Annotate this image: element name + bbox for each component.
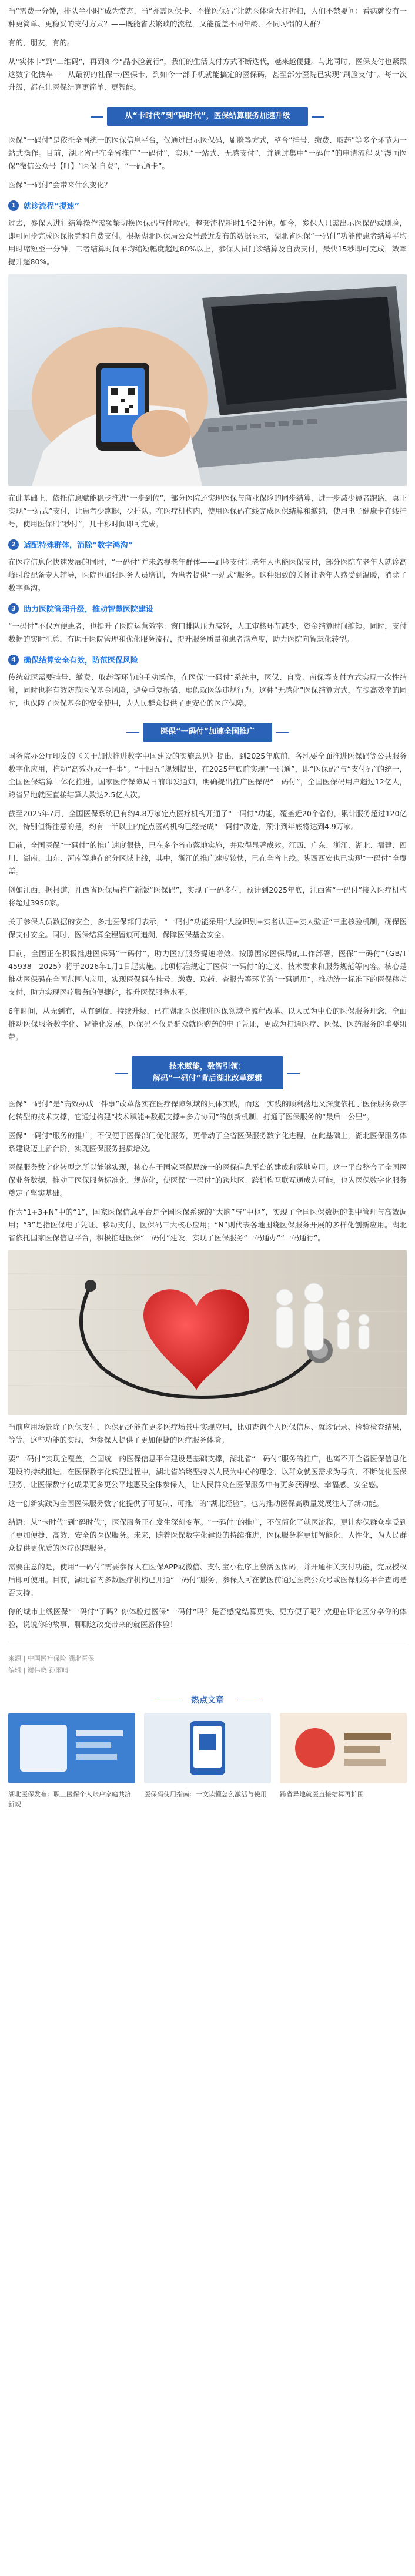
section-2-paragraph-5: 关于参保人员数据的安全，多地医保部门表示，“一码付”功能采用“人脸识别+实名认证+实人验证”三重核验机制，确保医保支付安全。同时，医保结算全程留痕可追溯，保障医保基金安全。 (8, 917, 407, 939)
hot-article-card[interactable] (280, 1713, 407, 1809)
payment-photo (8, 274, 407, 486)
subheading-1 (8, 200, 407, 211)
heart-family-photo (8, 1250, 407, 1415)
intro-paragraph-2: 有的，朋友，有的。 (8, 38, 75, 47)
section-1-paragraph-1: 医保“一码付”是依托全国统一的医保信息平台，仅通过出示医保码，刷脸等方式，整合“挂号、缴费、取药”等多个环节为一站式操作。目前，湖北省已在全省推广“一码付”，实现“一站式、无感支付”，并通过集中“一码付”的申请流程以“漫画医保”微信公众号【叮】“医保·自费”，“一码通卡”。 (8, 136, 407, 170)
subheading-3 (8, 603, 407, 614)
section-3-paragraph-8: 结语：从“卡时代”到“码时代”，医保服务正在发生深刻变革。“一码付”的推广，不仅简化了就医流程，更让参保群众享受到了更加便捷、高效、安全的医保服务。未来，随着医保数字化建设的持续推进，医保服务将更加智能化、人性化，为人民群众提供更优质的医疗保障服务。 (8, 1518, 407, 1552)
section-2-paragraph-7: 6年时间，从无到有，从有到优，持续升级，已在湖北医保推进医保领域全流程改革、以人民为中心的医保服务理念，全面推动医保服务数字化、智能化发展。医保码不仅是群众就医购药的电子凭证，更成为打通医疗、医保、医药服务的重要纽带。 (8, 1007, 407, 1041)
section-2-paragraph-2: 截至2025年7月，全国医保系统已有约4.8万家定点医疗机构开通了“一码付”功能，覆盖近20个省份，累计服务超过120亿次，特别值得注意的是，约有一半以上的定点医药机构已经完成“一码付”改造，预计到年底将达到4.9万家。 (8, 809, 407, 831)
subheading-1-text: 就诊流程“提速” (24, 202, 80, 211)
section-3-paragraph-10: 你的城市上线医保“一码付”了吗？你体验过医保“一码付”吗？是否感觉结算更快、更方便了呢？欢迎在评论区分享你的体验，说说你的故事，聊聊这改变带来的就医新体验！ (8, 1607, 407, 1629)
section-3-banner (8, 1056, 407, 1089)
hot-article-card[interactable] (8, 1713, 135, 1809)
heart-family-illustration (8, 1250, 407, 1415)
hot-article-caption: 跨省异地就医直接结算再扩围 (280, 1790, 364, 1798)
subheading-3-paragraph: “一码付”不仅方便患者，也提升了医院运营效率：窗口排队压力减轻，人工审核环节减少，资金结算时间缩短。同时，支付数据的实时汇总，有助于医院管理和优化服务流程，提升服务质量和患者满意度，助力医院向智慧化转型。 (8, 622, 407, 643)
hot-article-thumbnail (8, 1713, 135, 1783)
section-2-banner (8, 723, 407, 742)
hot-article-caption: 医保码使用指南：一文读懂怎么激活与使用 (144, 1790, 267, 1798)
hot-articles-title: 热点文章 (183, 1694, 232, 1706)
article-content (0, 5, 415, 1820)
article-footer (8, 1653, 407, 1676)
subheading-4-text: 确保结算安全有效，防范医保风险 (24, 656, 139, 665)
subheading-4-number: 4 (8, 655, 19, 665)
section-1-paragraph-3: 在此基础上，依托信息赋能稳步推进“一步到位”，部分医院还实现医保与商业保险的同步结算，进一步减少患者跑路，真正实现“一站式”支付，让患者少跑腿，少排队。在医疗机构内，使用医保码在线完成医保结算和缴纳，使用电子健康卡在线挂号，使用医保码“秒付”，几十秒时间即可完成。 (8, 494, 407, 528)
subheading-1-number: 1 (8, 200, 19, 211)
intro-paragraph-1: 当“需费一分钟，排队半小时”成为常态，当“亦需医保卡、不懂医保码”让就医体验大打折扣，人们不禁要问：看病就没有一种更简单、更稳妥的支付方式？——既能省去繁琐的流程，又能覆盖不同年龄、不同习惯的人群？ (8, 6, 407, 28)
section-3-title-line-1: 技术赋能，数智引领： (169, 1062, 246, 1071)
subheading-2-text: 适配特殊群体，消除“数字鸿沟” (24, 541, 133, 550)
subheading-3-text: 助力医院管理升级，推动智慧医院建设 (24, 605, 154, 614)
section-3-paragraph-4: 作为“1+3+N”中的“1”，国家医保信息平台是全国医保系统的“大脑”与“中枢”，实现了全国医保数据的集中管理与高效调用；“3”是指医保电子凭证、移动支付、医保码三大核心应用；“N”则代表各地围绕医保服务开展的多样化创新应用。湖北省依托国家医保信息平台，积极推进医保“一码付”建设，实现了医保服务“一码通办”“一码通行”。 (8, 1208, 407, 1242)
subheading-4-paragraph: 传统就医需要挂号、缴费、取药等环节的手动操作，在医保“一码付”系统中，医保、自费、商保等支付方式实现一次性结算，同时也将有效防范医保基金风险，避免重复报销、虚假就医等违规行为。这种“无感化”医保结算方式，在提高效率的同时，也保障了医保基金的安全使用，为人民群众提供了更安心的医疗保障。 (8, 673, 407, 707)
hot-article-thumbnail (280, 1713, 407, 1783)
section-3-title (132, 1056, 283, 1089)
section-3-paragraph-5: 当前应用场景除了医保支付，医保码还能在更多医疗场景中实现应用，比如查询个人医保信息、就诊记录、检验检查结果，等等。这些功能的实现，为参保人提供了更加便捷的医疗服务体验。 (8, 1423, 407, 1444)
section-1-title: 从“卡时代”到“码时代”，医保结算服务加速升级 (107, 107, 307, 126)
subheading-2-paragraph: 在医疗信息化快速发展的同时，“一码付”并未忽视老年群体——刷脸支付让老年人也能医保支付，部分医院在老年人就诊高峰时段配备专人辅导，医院也加强医务人员培训，为患者提供“一站式”服务。这种细致的关怀让老年人感受到温暖，消除了数字鸿沟。 (8, 558, 407, 592)
section-2-paragraph-1: 国务院办公厅印发的《关于加快推进数字中国建设的实施意见》提出，到2025年底前，各地要全面推进医保码等公共服务数字化应用，推动“高效办成一件事”。“十四五”规划提出，在2025年底前实现“一码通”，即“医保码”与“支付码”的统一，全国医保结算一体化推进。国家医疗保障局日前印发通知，明确提出推广医保码“一码付”，全国医保码用户超过12亿人，跨省异地就医直接结算人数达2.5亿人次。 (8, 752, 407, 799)
payment-photo-illustration (8, 274, 407, 486)
section-3-title-line-2: 解码“一码付”背后湖北改革逻辑 (152, 1074, 263, 1083)
section-3-paragraph-7: 这一创新实践为全国医保服务数字化提供了可复制、可推广的“湖北经验”，也为推动医保高质量发展注入了新动能。 (8, 1499, 383, 1508)
section-3-paragraph-2: 医保“一码付”服务的推广，不仅便于医保部门优化服务，更带动了全省医保服务数字化进程，在此基础上，湖北医保服务体系建设迈上新台阶，实现医保服务提质增效。 (8, 1131, 407, 1153)
section-3-paragraph-3: 医保服务数字化转型之所以能够实现，核心在于国家医保局统一的医保信息平台的建成和落地应用。这一平台整合了全国医保业务数据，推动了医保服务标准化、规范化，使医保“一码付”的跨地区、跨机构互联互通成为可能，也为医保数字化服务奠定了坚实基础。 (8, 1163, 407, 1198)
subheading-2-number: 2 (8, 539, 19, 550)
intro-paragraph-3: 从“实体卡”到“二维码”，再到如今“晶小脸就行”，我们的生活支付方式不断迭代，越来越便捷。与此同时，医保支付也紧跟这数字化快车——从最初的社保卡/医保卡，到如今一部手机就能搞定的医保码，甚至部分医院已实现“刷脸支付”。每一次升级，都在让医保结算更简单、更智能。 (8, 57, 407, 92)
hot-articles-heading (8, 1694, 407, 1706)
section-1-banner (8, 107, 407, 126)
editor-line: 编辑 | 谢伟晓 孙雨晴 (8, 1666, 69, 1674)
subheading-1-paragraph: 过去，参保人进行结算操作需频繁切换医保码与付款码，整套流程耗时1至2分钟。如今，参保人只需出示医保码或刷脸，即可同步完成医保报销和自费支付。根据湖北医保局公众号最近发布的数据显示，湖北省医保“一码付”功能使患者结算平均用时缩短至一分钟，二者结算时间平均缩短幅度超过80%以上，参保人员门诊结算及自费支付，最快15秒即可完成，效率提升超80%。 (8, 219, 407, 266)
hot-article-caption: 湖北医保发布：职工医保个人账户家庭共济新规 (8, 1790, 131, 1808)
section-3-paragraph-9: 需要注意的是，使用“一码付”需要参保人在医保APP或微信、支付宝小程序上激活医保码，并开通相关支付功能，完成授权后即可使用。目前，湖北省内多数医疗机构已开通“一码付”服务，参保人可在就医前通过医院公众号或医保服务平台查询是否支持。 (8, 1562, 407, 1597)
hot-articles-list (8, 1713, 407, 1820)
hot-article-thumbnail (144, 1713, 271, 1783)
section-3-paragraph-1: 医保“一码付”是“高效办成一件事”改革落实在医疗保障领域的具体实践，而这一实践的顺利落地又深度依托于医保服务数字化转型的技术支撑，它通过构建“技术赋能+数据支撑+多方协同”的创新机制，打通了医保服务的“最后一公里”。 (8, 1099, 407, 1121)
source-line: 来源 | 中国医疗保险 湖北医保 (8, 1655, 95, 1662)
hot-article-card[interactable] (144, 1713, 271, 1809)
section-2-paragraph-3: 目前，全国医保“一码付”的推广速度很快，已在多个省市落地实施，并取得显著成效。江西、广东、浙江、湖北、福建、四川、湖南、山东、河南等地在部分区域上线，其中，浙江的推广速度较快，已在全省上线。陕西西安也已实现“一码付”全覆盖。 (8, 841, 407, 876)
subheading-4 (8, 654, 407, 665)
subheading-2 (8, 539, 407, 550)
section-3-paragraph-6: 要“一码付”实现全覆盖，全国统一的医保信息平台建设是基础支撑，湖北省“一码付”服务的推广，也离不开全省医保信息化建设的持续推进。在医保数字化转型过程中，湖北省始终坚持以人民为中心的理念，以群众就医需求为导向，不断优化医保服务，让医保数字化成果更多更公平地惠及全体参保人，让人民群众在医保服务中有更多获得感、幸福感、安全感。 (8, 1454, 407, 1489)
section-1-paragraph-2: 医保“一码付”会带来什么变化？ (8, 180, 112, 189)
section-2-paragraph-6: 目前，全国正在积极推进医保码“一码付”，助力医疗服务提速增效。按照国家医保局的工作部署，医保“一码付”（GB/T 45938—2025）将于2026年1月1日起实施。此项标准规定了医保“一码付”的定义、技术要求和服务规范等内容。核心是推动医保码在全国范围内应用，实现医保码在挂号、缴费、取药、查报告等环节的“一码通用”，推动统一标准下的医保移动支付，助力实现医疗服务的便捷化，提升医保服务水平。 (8, 949, 407, 997)
section-2-title: 医保“一码付”加速全国推广 (143, 723, 272, 742)
section-2-paragraph-4: 例如江西，据报道，江西省医保局推广新版“医保码”，实现了一码多付，预计到2025年底，江西省“一码付”接入医疗机构将超过3950家。 (8, 886, 407, 907)
subheading-3-number: 3 (8, 603, 19, 614)
